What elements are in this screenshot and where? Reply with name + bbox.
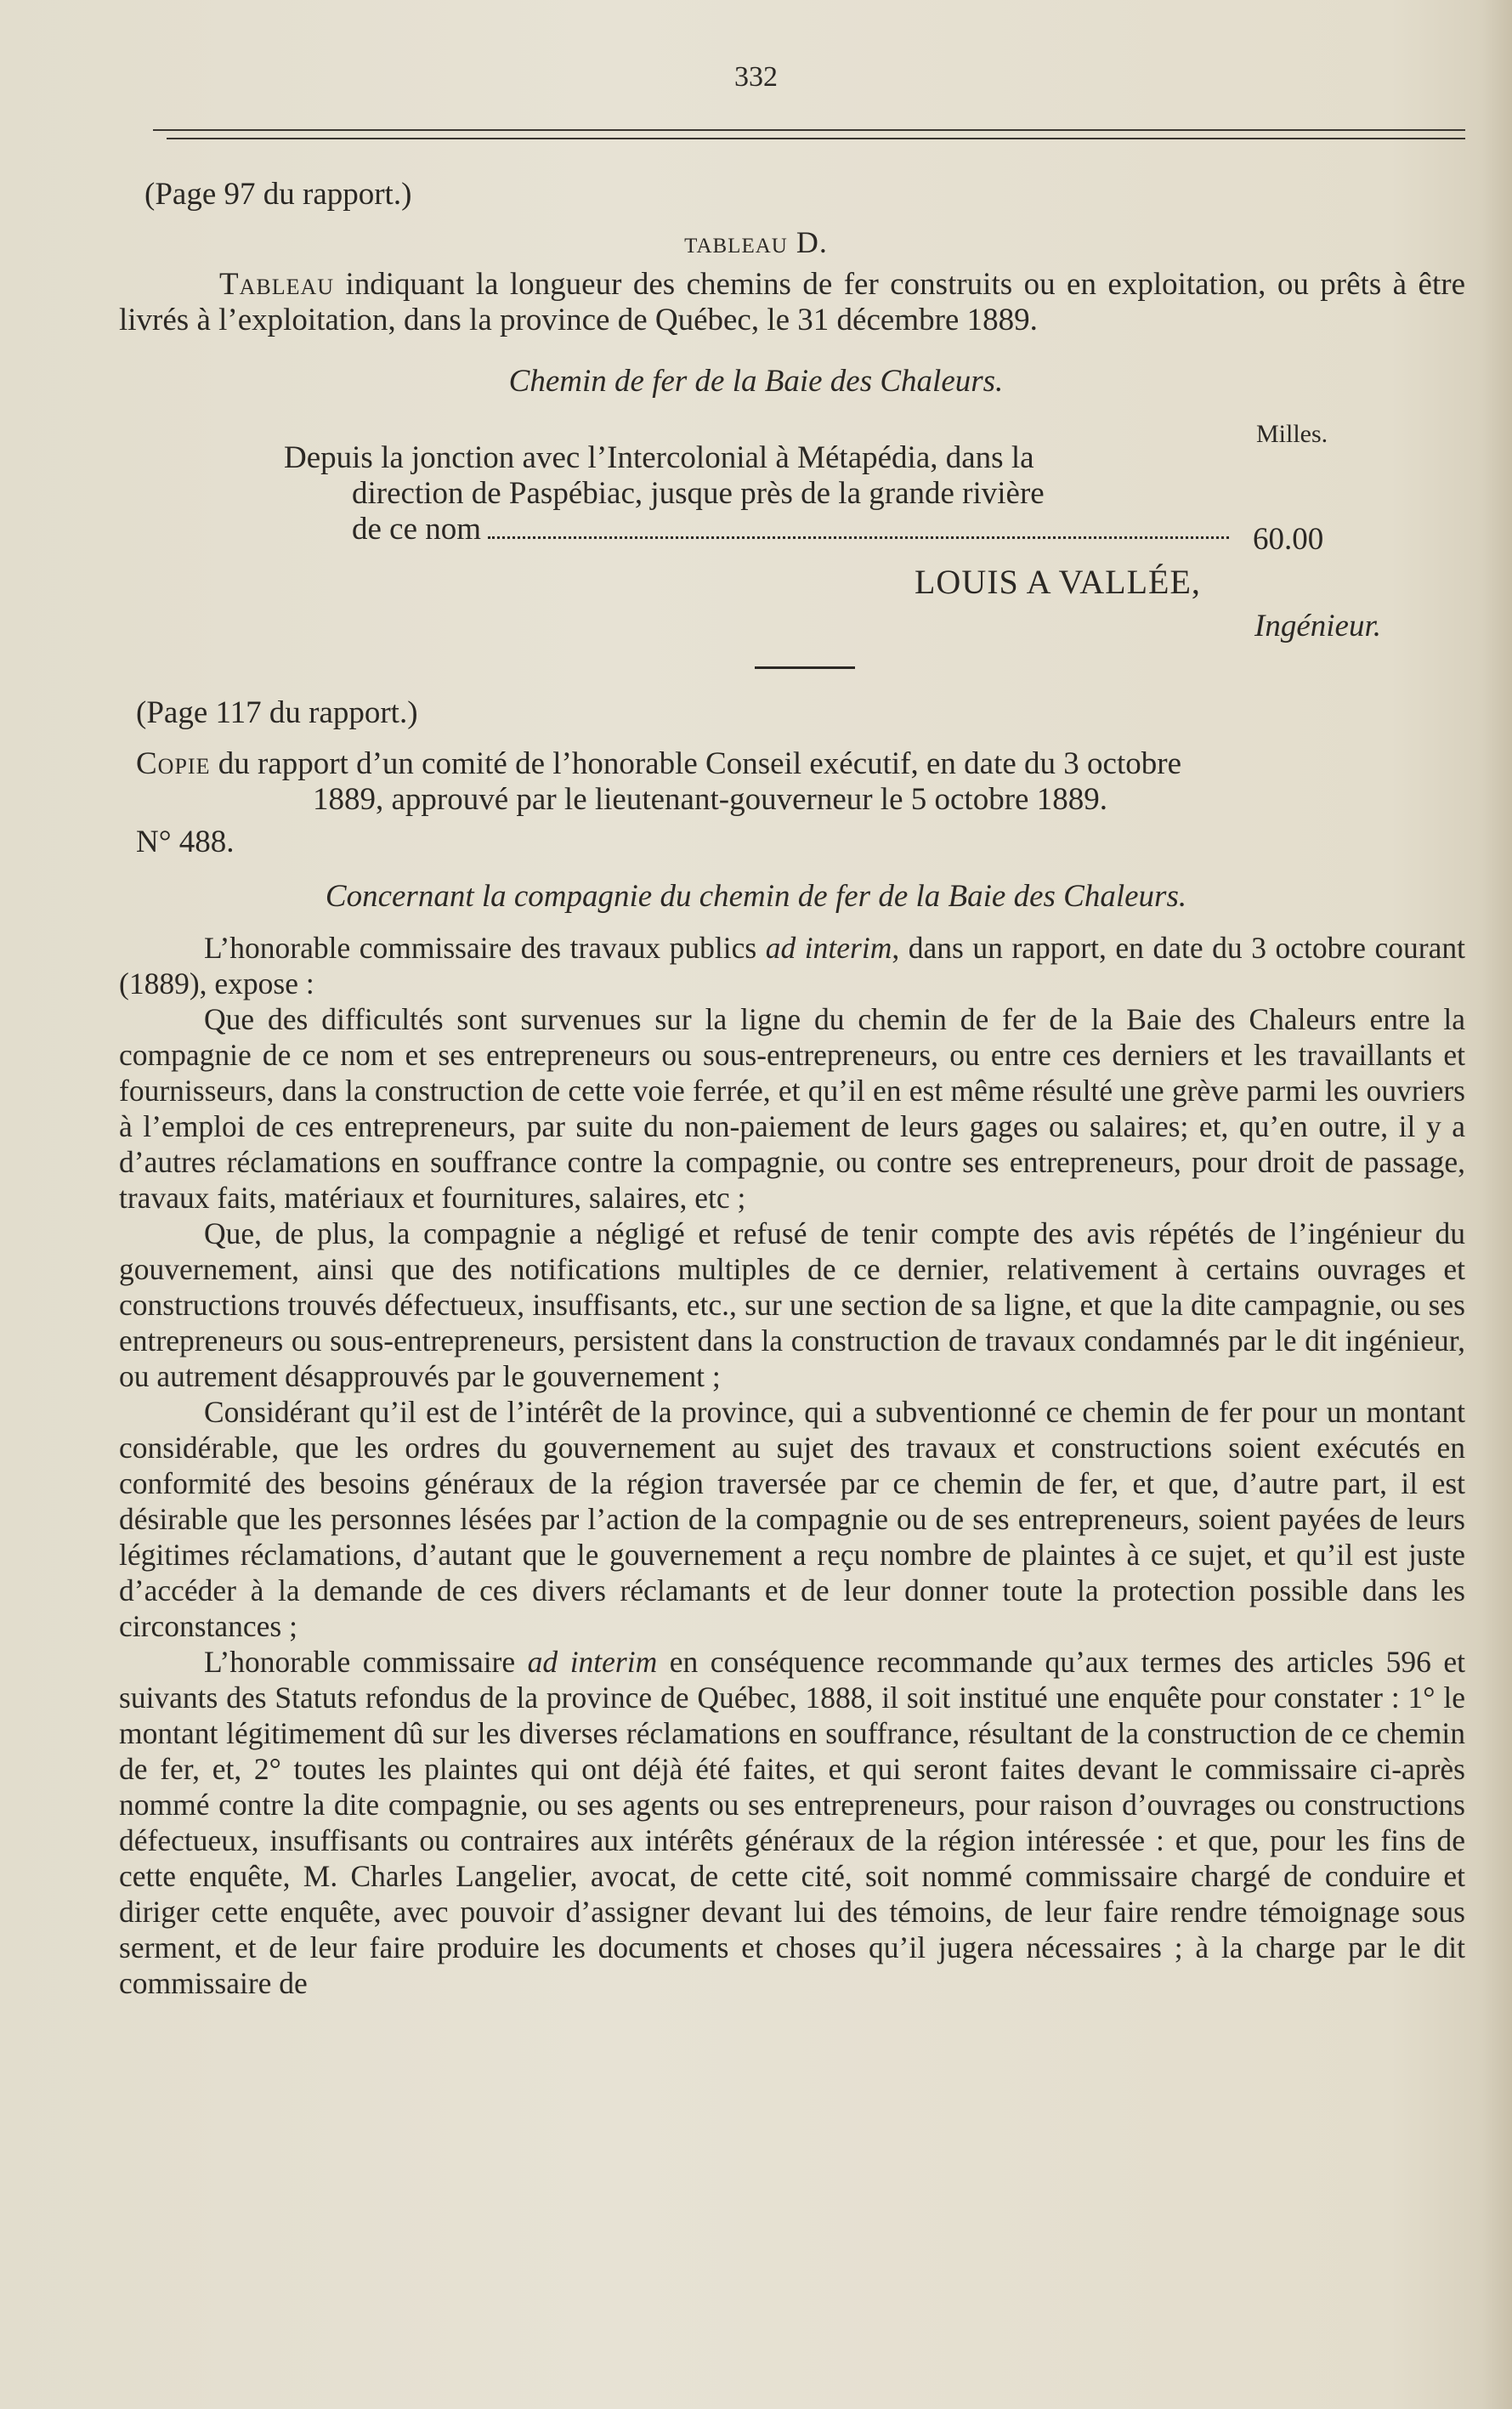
dot-leader	[488, 536, 1229, 539]
entry-line-1: Depuis la jonction avec l’Intercolonial à Métapédia, dans la	[284, 440, 1034, 475]
entry-line-2: direction de Paspébiac, jusque près de la grande rivière	[352, 476, 1045, 511]
railway-subtitle: Chemin de fer de la Baie des Chaleurs.	[508, 364, 1004, 399]
copy-header	[136, 746, 1470, 818]
table-intro-text: indiquant la longueur des chemins de fer construits ou en exploitation, ou prêts à être livrés à l’exploitation, dans la province de Québec, le 31 décembre 1889.	[119, 267, 1465, 337]
copy-text: du rapport d’un comité de l’honorable Conseil exécutif, en date du 3 octobre	[210, 746, 1181, 781]
paragraph-3: Que, de plus, la compagnie a négligé et refusé de tenir compte des avis répétés de l’ingénieur du gouvernement, ainsi que des notifications multiples de ce dernier, relativement à certains ouvrages et constructions trouvés défectueux, insuffisants, etc., sur une section de sa ligne, et que la dite campagnie, ou ses entrepreneurs ou sous-entrepreneurs, persistent dans la construction de travaux condamnés par le dit ingénieur, ou autrement désapprouvés par le gouvernement ;	[119, 1216, 1465, 1393]
paragraph-1: L’honorable commissaire des travaux publics ad interim, dans un rapport, en date du 3 octobre courant (1889), expose :	[119, 931, 1465, 1000]
page-reference-117: (Page 117 du rapport.)	[136, 695, 418, 730]
paragraph-4: Considérant qu’il est de l’intérêt de la province, qui a subventionné ce chemin de fer pour un montant considérable, que les ordres du gouvernement au sujet des travaux et constructions soient exécutés en conformité des besoins généraux de la région traversée par ce chemin de fer, et que, d’autre part, il est désirable que les personnes lésées par l’action de la compagnie ou de ses entrepreneurs, soient payées de leurs légitimes réclamations, d’autant que le gouvernement a reçu nombre de plaintes à ce sujet, et qu’il est juste d’accéder à la demande de ces divers réclamants et de leur donner toute la protection possible dans les circonstances ;	[119, 1395, 1465, 1643]
subject-line: Concernant la compagnie du chemin de fer de la Baie des Chaleurs.	[325, 879, 1187, 914]
report-body	[119, 930, 1465, 2001]
header-rule-top	[153, 129, 1465, 131]
page-number: 332	[734, 61, 778, 93]
copy-lead: Copie	[136, 746, 211, 781]
distance-value: 60.00	[1253, 522, 1324, 557]
table-title: tableau D.	[684, 225, 828, 259]
signature-title: Ingénieur.	[1254, 609, 1381, 643]
paragraph-2: Que des difficultés sont survenues sur la ligne du chemin de fer de la Baie des Chaleurs entre la compagnie de ce nom et ses entrepreneurs ou sous-entrepreneurs, ou entre ces derniers et les travaillants et fournisseurs, dans la construction de cette voie ferrée, et qu’il en est même résulté une grève parmi les ouvriers à l’emploi de ces entrepreneurs, par suite du non-paiement de leurs gages ou salaires; et, qu’en outre, il y a d’autres réclamations en souffrance contre la compagnie, ou contre ses entrepreneurs, pour droit de passage, travaux faits, matériaux et fournitures, salaires, etc ;	[119, 1002, 1465, 1215]
copy-line-2: 1889, approuvé par le lieutenant-gouverneur le 5 octobre 1889.	[313, 782, 1107, 817]
distance-entry	[284, 440, 1236, 547]
table-intro	[119, 267, 1465, 338]
paragraph-5: L’honorable commissaire ad interim en conséquence recommande qu’aux termes des articles 596 et suivants des Statuts refondus de la province de Québec, 1888, il soit institué une enquête pour constater : 1° le montant légitimement dû sur les diverses réclamations en souffrance, résultant de la construction de ce chemin de fer, et, 2° toutes les plaintes qui ont déjà été faites, et qui seront faites devant le commissaire ci-après nommé contre la dite compagnie, ou ses agents ou ses entrepreneurs, pour raison d’ouvrages ou constructions défectueux, insuffisants ou contraires aux intérêts généraux de la région intéressée : et que, pour les fins de cette enquête, M. Charles Langelier, avocat, de cette cité, soit nommé commissaire chargé de conduire et diriger cette enquête, avec pouvoir d’assigner devant lui des témoins, de leur faire rendre témoignage sous serment, et de leur faire produire les documents et choses qu’il jugera nécessaires ; à la charge par le dit commissaire de	[119, 1645, 1465, 2000]
header-rule-bottom	[167, 138, 1465, 139]
signature: LOUIS A VALLÉE,	[915, 563, 1201, 601]
unit-header: Milles.	[1256, 420, 1328, 448]
table-intro-lead: Tableau	[219, 267, 335, 302]
order-number: N° 488.	[136, 825, 235, 859]
section-divider	[755, 666, 855, 669]
entry-line-3: de ce nom	[284, 512, 1236, 547]
page-reference-97: (Page 97 du rapport.)	[144, 177, 412, 212]
